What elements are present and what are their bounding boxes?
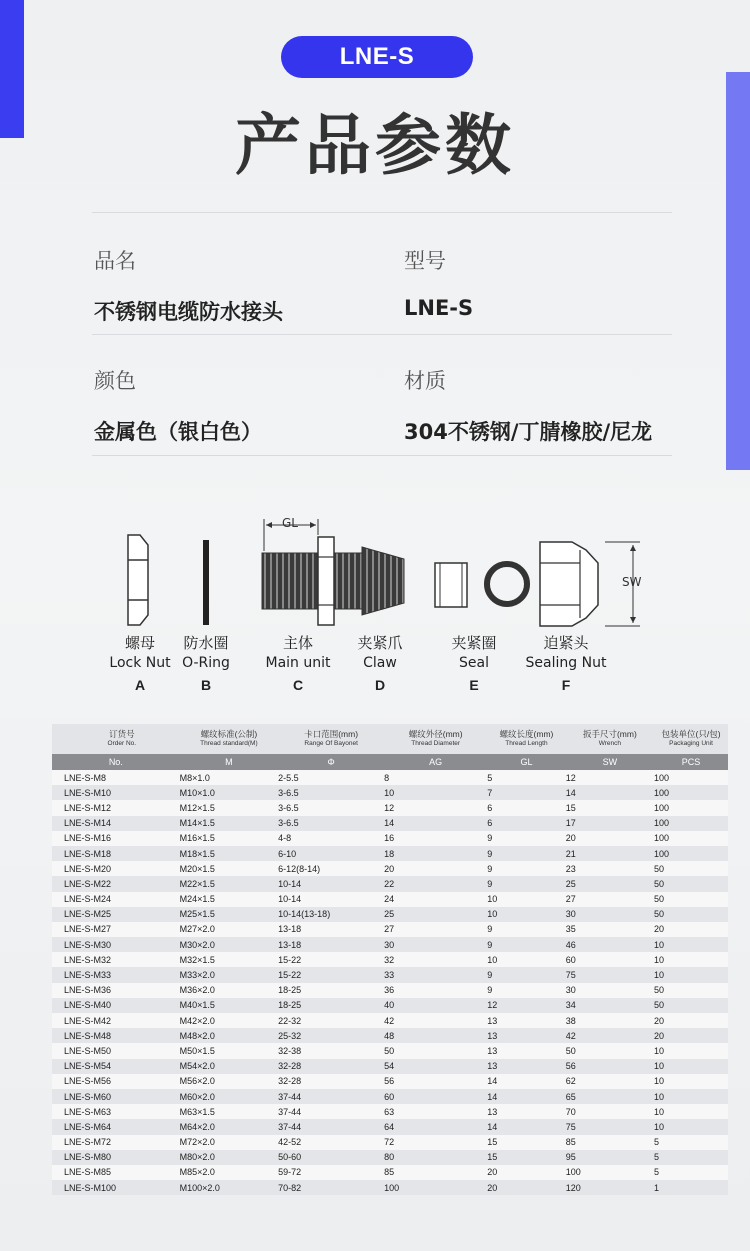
table-cell: 70-82 bbox=[278, 1180, 384, 1195]
table-row bbox=[52, 1043, 728, 1058]
table-cell: 100 bbox=[654, 831, 728, 846]
table-cell: 50-60 bbox=[278, 1150, 384, 1165]
table-cell: 24 bbox=[384, 892, 487, 907]
table-cell: M50×1.5 bbox=[180, 1043, 279, 1058]
table-cell: 9 bbox=[487, 876, 566, 891]
table-cell: 5 bbox=[654, 1165, 728, 1180]
table-cell: 22 bbox=[384, 876, 487, 891]
table-row bbox=[52, 800, 728, 815]
table-cell: 50 bbox=[566, 1043, 654, 1058]
table-cell: LNE-S-M63 bbox=[52, 1104, 180, 1119]
table-cell: 4-8 bbox=[278, 831, 384, 846]
table-cell: 120 bbox=[566, 1180, 654, 1195]
table-cell: 5 bbox=[654, 1150, 728, 1165]
table-cell: 33 bbox=[384, 967, 487, 982]
table-cell: 13-18 bbox=[278, 922, 384, 937]
table-cell: M32×1.5 bbox=[180, 952, 279, 967]
table-cell: 10 bbox=[654, 1059, 728, 1074]
table-cell: 27 bbox=[566, 892, 654, 907]
table-cell: M22×1.5 bbox=[180, 876, 279, 891]
part-label-a: 螺母 Lock Nut A bbox=[109, 634, 171, 693]
table-cell: 70 bbox=[566, 1104, 654, 1119]
table-cell: M16×1.5 bbox=[180, 831, 279, 846]
table-cell: 8 bbox=[384, 770, 487, 785]
table-cell: 50 bbox=[654, 861, 728, 876]
table-cell: 10 bbox=[487, 907, 566, 922]
divider bbox=[92, 455, 672, 456]
table-row bbox=[52, 998, 728, 1013]
table-cell: LNE-S-M100 bbox=[52, 1180, 180, 1195]
table-cell: M8×1.0 bbox=[180, 770, 279, 785]
table-cell: 40 bbox=[384, 998, 487, 1013]
table-row bbox=[52, 1165, 728, 1180]
table-cell: 13 bbox=[487, 1013, 566, 1028]
table-cell: LNE-S-M42 bbox=[52, 1013, 180, 1028]
column-code: AG bbox=[384, 754, 487, 770]
table-row bbox=[52, 907, 728, 922]
table-cell: 85 bbox=[566, 1135, 654, 1150]
table-cell: 10 bbox=[654, 1104, 728, 1119]
table-cell: 6-10 bbox=[278, 846, 384, 861]
table-cell: 20 bbox=[566, 831, 654, 846]
table-cell: 9 bbox=[487, 861, 566, 876]
table-cell: 50 bbox=[384, 1043, 487, 1058]
table-cell: 10 bbox=[654, 967, 728, 982]
table-cell: 15 bbox=[487, 1135, 566, 1150]
table-cell: M14×1.5 bbox=[180, 816, 279, 831]
table-cell: 46 bbox=[566, 937, 654, 952]
table-cell: 12 bbox=[566, 770, 654, 785]
table-cell: 42-52 bbox=[278, 1135, 384, 1150]
table-cell: 13 bbox=[487, 1028, 566, 1043]
material-value: 304不锈钢/丁腈橡胶/尼龙 bbox=[404, 420, 653, 444]
table-cell: 2-5.5 bbox=[278, 770, 384, 785]
table-row bbox=[52, 1028, 728, 1043]
table-cell: 37-44 bbox=[278, 1089, 384, 1104]
column-header: 卡口范围(mm) Range Of Bayonet bbox=[278, 724, 384, 754]
table-cell: 25 bbox=[384, 907, 487, 922]
table-row bbox=[52, 816, 728, 831]
table-cell: 65 bbox=[566, 1089, 654, 1104]
table-cell: 10 bbox=[654, 952, 728, 967]
table-cell: 32 bbox=[384, 952, 487, 967]
table-cell: 3-6.5 bbox=[278, 816, 384, 831]
table-cell: 10 bbox=[654, 1089, 728, 1104]
table-cell: LNE-S-M54 bbox=[52, 1059, 180, 1074]
table-cell: 10-14(13-18) bbox=[278, 907, 384, 922]
table-cell: 10 bbox=[654, 1074, 728, 1089]
table-cell: M30×2.0 bbox=[180, 937, 279, 952]
table-cell: 59-72 bbox=[278, 1165, 384, 1180]
table-cell: 16 bbox=[384, 831, 487, 846]
column-header: 包装单位(只/包) Packaging Unit bbox=[654, 724, 728, 754]
table-cell: 9 bbox=[487, 831, 566, 846]
table-cell: 9 bbox=[487, 937, 566, 952]
table-cell: 12 bbox=[487, 998, 566, 1013]
part-label-e: 夹紧圈 Seal E bbox=[451, 634, 497, 693]
table-cell: 15 bbox=[566, 800, 654, 815]
table-row bbox=[52, 831, 728, 846]
gl-dimension-label: GL bbox=[282, 516, 298, 530]
table-cell: 42 bbox=[384, 1013, 487, 1028]
table-cell: LNE-S-M32 bbox=[52, 952, 180, 967]
table-cell: 100 bbox=[654, 846, 728, 861]
part-label-d: 夹紧爪 Claw D bbox=[357, 634, 403, 693]
table-cell: 6 bbox=[487, 800, 566, 815]
table-cell: 20 bbox=[654, 1013, 728, 1028]
table-cell: 21 bbox=[566, 846, 654, 861]
table-cell: M54×2.0 bbox=[180, 1059, 279, 1074]
column-code: GL bbox=[487, 754, 566, 770]
table-cell: 15-22 bbox=[278, 967, 384, 982]
table-cell: 80 bbox=[384, 1150, 487, 1165]
table-cell: LNE-S-M50 bbox=[52, 1043, 180, 1058]
table-row bbox=[52, 952, 728, 967]
table-cell: 14 bbox=[384, 816, 487, 831]
table-cell: 15 bbox=[487, 1150, 566, 1165]
table-cell: LNE-S-M8 bbox=[52, 770, 180, 785]
table-cell: LNE-S-M12 bbox=[52, 800, 180, 815]
table-cell: 30 bbox=[566, 983, 654, 998]
table-cell: 85 bbox=[384, 1165, 487, 1180]
table-cell: 100 bbox=[384, 1180, 487, 1195]
page-title: 产品参数 bbox=[235, 107, 515, 184]
table-cell: 50 bbox=[654, 892, 728, 907]
table-cell: M40×1.5 bbox=[180, 998, 279, 1013]
table-cell: 14 bbox=[566, 785, 654, 800]
table-cell: LNE-S-M80 bbox=[52, 1150, 180, 1165]
table-cell: LNE-S-M22 bbox=[52, 876, 180, 891]
table-cell: 37-44 bbox=[278, 1119, 384, 1134]
table-cell: 100 bbox=[654, 816, 728, 831]
table-cell: M100×2.0 bbox=[180, 1180, 279, 1195]
table-cell: 10-14 bbox=[278, 892, 384, 907]
table-cell: 35 bbox=[566, 922, 654, 937]
table-cell: 100 bbox=[566, 1165, 654, 1180]
table-cell: 5 bbox=[487, 770, 566, 785]
table-cell: 10 bbox=[654, 1043, 728, 1058]
table-cell: 48 bbox=[384, 1028, 487, 1043]
table-cell: LNE-S-M30 bbox=[52, 937, 180, 952]
table-cell: 25-32 bbox=[278, 1028, 384, 1043]
table-cell: 18-25 bbox=[278, 998, 384, 1013]
table-cell: M18×1.5 bbox=[180, 846, 279, 861]
table-cell: M36×2.0 bbox=[180, 983, 279, 998]
table-cell: 42 bbox=[566, 1028, 654, 1043]
table-cell: 100 bbox=[654, 785, 728, 800]
table-cell: 60 bbox=[384, 1089, 487, 1104]
table-row bbox=[52, 1119, 728, 1134]
table-cell: M20×1.5 bbox=[180, 861, 279, 876]
table-cell: 63 bbox=[384, 1104, 487, 1119]
main-unit-part bbox=[262, 519, 404, 625]
table-cell: M42×2.0 bbox=[180, 1013, 279, 1028]
table-cell: M12×1.5 bbox=[180, 800, 279, 815]
material-label: 材质 bbox=[404, 369, 446, 393]
table-cell: LNE-S-M16 bbox=[52, 831, 180, 846]
table-cell: 22-32 bbox=[278, 1013, 384, 1028]
table-cell: LNE-S-M48 bbox=[52, 1028, 180, 1043]
table-row bbox=[52, 1013, 728, 1028]
table-cell: 64 bbox=[384, 1119, 487, 1134]
table-cell: 50 bbox=[654, 998, 728, 1013]
table-cell: 54 bbox=[384, 1059, 487, 1074]
table-cell: 30 bbox=[384, 937, 487, 952]
table-row bbox=[52, 1059, 728, 1074]
table-cell: 32-38 bbox=[278, 1043, 384, 1058]
o-ring-part bbox=[203, 540, 209, 625]
table-cell: M56×2.0 bbox=[180, 1074, 279, 1089]
table-cell: LNE-S-M40 bbox=[52, 998, 180, 1013]
table-row bbox=[52, 785, 728, 800]
table-cell: LNE-S-M56 bbox=[52, 1074, 180, 1089]
table-cell: 13 bbox=[487, 1059, 566, 1074]
name-label: 品名 bbox=[94, 249, 136, 273]
table-cell: 50 bbox=[654, 907, 728, 922]
table-cell: 36 bbox=[384, 983, 487, 998]
table-cell: 62 bbox=[566, 1074, 654, 1089]
table-cell: M60×2.0 bbox=[180, 1089, 279, 1104]
table-cell: 10 bbox=[654, 1119, 728, 1134]
table-cell: 9 bbox=[487, 922, 566, 937]
table-cell: LNE-S-M10 bbox=[52, 785, 180, 800]
table-cell: LNE-S-M64 bbox=[52, 1119, 180, 1134]
table-cell: 72 bbox=[384, 1135, 487, 1150]
table-row bbox=[52, 983, 728, 998]
table-row bbox=[52, 967, 728, 982]
table-cell: 32-28 bbox=[278, 1074, 384, 1089]
color-label: 颜色 bbox=[94, 369, 136, 393]
table-cell: 20 bbox=[487, 1180, 566, 1195]
table-cell: 75 bbox=[566, 967, 654, 982]
table-cell: 7 bbox=[487, 785, 566, 800]
column-header: 螺纹长度(mm) Thread Length bbox=[487, 724, 566, 754]
table-cell: 95 bbox=[566, 1150, 654, 1165]
table-row bbox=[52, 1150, 728, 1165]
divider bbox=[92, 212, 672, 213]
table-cell: LNE-S-M36 bbox=[52, 983, 180, 998]
table-cell: 9 bbox=[487, 983, 566, 998]
table-cell: 34 bbox=[566, 998, 654, 1013]
table-cell: 15-22 bbox=[278, 952, 384, 967]
table-cell: M48×2.0 bbox=[180, 1028, 279, 1043]
table-cell: 75 bbox=[566, 1119, 654, 1134]
table-cell: LNE-S-M72 bbox=[52, 1135, 180, 1150]
table-cell: LNE-S-M85 bbox=[52, 1165, 180, 1180]
table-cell: 14 bbox=[487, 1119, 566, 1134]
table-cell: M64×2.0 bbox=[180, 1119, 279, 1134]
table-cell: 56 bbox=[566, 1059, 654, 1074]
table-cell: 18 bbox=[384, 846, 487, 861]
part-label-f: 迫紧头 Sealing Nut F bbox=[525, 634, 607, 693]
table-cell: 20 bbox=[384, 861, 487, 876]
table-cell: 10-14 bbox=[278, 876, 384, 891]
model-value: LNE-S bbox=[404, 296, 474, 320]
table-cell: M24×1.5 bbox=[180, 892, 279, 907]
color-value: 金属色（银白色） bbox=[94, 420, 262, 444]
table-cell: LNE-S-M60 bbox=[52, 1089, 180, 1104]
table-cell: 14 bbox=[487, 1089, 566, 1104]
model-label: 型号 bbox=[404, 249, 446, 273]
table-row bbox=[52, 892, 728, 907]
table-cell: 9 bbox=[487, 967, 566, 982]
table-cell: 13-18 bbox=[278, 937, 384, 952]
table-cell: 1 bbox=[654, 1180, 728, 1195]
lock-nut-part bbox=[128, 535, 148, 625]
table-cell: 56 bbox=[384, 1074, 487, 1089]
table-cell: 32-28 bbox=[278, 1059, 384, 1074]
table-cell: 6 bbox=[487, 816, 566, 831]
table-cell: 25 bbox=[566, 876, 654, 891]
table-cell: M85×2.0 bbox=[180, 1165, 279, 1180]
table-cell: 13 bbox=[487, 1104, 566, 1119]
table-cell: LNE-S-M14 bbox=[52, 816, 180, 831]
table-row bbox=[52, 861, 728, 876]
table-header-row bbox=[52, 724, 728, 754]
table-cell: 20 bbox=[487, 1165, 566, 1180]
divider bbox=[92, 334, 672, 335]
seal-ring-part bbox=[487, 564, 527, 604]
table-row bbox=[52, 1074, 728, 1089]
table-cell: 20 bbox=[654, 1028, 728, 1043]
table-cell: M25×1.5 bbox=[180, 907, 279, 922]
table-cell: M80×2.0 bbox=[180, 1150, 279, 1165]
table-row bbox=[52, 876, 728, 891]
column-header: 订货号 Order No. bbox=[52, 724, 180, 754]
table-cell: 60 bbox=[566, 952, 654, 967]
table-cell: 3-6.5 bbox=[278, 785, 384, 800]
spec-table bbox=[52, 724, 728, 1195]
column-code: Φ bbox=[278, 754, 384, 770]
model-badge: LNE-S bbox=[281, 36, 473, 78]
column-header: 螺纹标准(公制) Thread standard(M) bbox=[180, 724, 279, 754]
table-cell: 13 bbox=[487, 1043, 566, 1058]
column-code: No. bbox=[52, 754, 180, 770]
table-cell: 3-6.5 bbox=[278, 800, 384, 815]
table-row bbox=[52, 770, 728, 785]
table-row bbox=[52, 937, 728, 952]
table-cell: 14 bbox=[487, 1074, 566, 1089]
table-row bbox=[52, 846, 728, 861]
table-cell: 12 bbox=[384, 800, 487, 815]
table-cell: 10 bbox=[654, 937, 728, 952]
table-cell: 17 bbox=[566, 816, 654, 831]
column-header: 螺纹外径(mm) Thread Diameter bbox=[384, 724, 487, 754]
part-label-c: 主体 Main unit C bbox=[265, 634, 331, 693]
table-cell: M27×2.0 bbox=[180, 922, 279, 937]
table-row bbox=[52, 1135, 728, 1150]
table-cell: 23 bbox=[566, 861, 654, 876]
column-header: 扳手尺寸(mm) Wrench bbox=[566, 724, 654, 754]
sw-dimension-label: SW bbox=[622, 575, 642, 589]
table-cell: 27 bbox=[384, 922, 487, 937]
table-cell: 18-25 bbox=[278, 983, 384, 998]
table-row bbox=[52, 1089, 728, 1104]
table-cell: 5 bbox=[654, 1135, 728, 1150]
table-cell: M63×1.5 bbox=[180, 1104, 279, 1119]
table-cell: 10 bbox=[487, 892, 566, 907]
table-cell: M10×1.0 bbox=[180, 785, 279, 800]
table-cell: 9 bbox=[487, 846, 566, 861]
table-cell: LNE-S-M33 bbox=[52, 967, 180, 982]
table-cell: 37-44 bbox=[278, 1104, 384, 1119]
table-body bbox=[52, 770, 728, 1195]
table-cell: 10 bbox=[487, 952, 566, 967]
column-code: SW bbox=[566, 754, 654, 770]
column-code: PCS bbox=[654, 754, 728, 770]
part-label-b: 防水圈 O-Ring B bbox=[182, 634, 230, 693]
table-cell: LNE-S-M27 bbox=[52, 922, 180, 937]
table-row bbox=[52, 922, 728, 937]
table-cell: 30 bbox=[566, 907, 654, 922]
table-cell: 50 bbox=[654, 876, 728, 891]
table-cell: 50 bbox=[654, 983, 728, 998]
table-row bbox=[52, 1180, 728, 1195]
table-cell: 20 bbox=[654, 922, 728, 937]
table-cell: LNE-S-M25 bbox=[52, 907, 180, 922]
table-cell: LNE-S-M18 bbox=[52, 846, 180, 861]
table-code-row bbox=[52, 754, 728, 770]
table-row bbox=[52, 1104, 728, 1119]
column-code: M bbox=[180, 754, 279, 770]
table-cell: M72×2.0 bbox=[180, 1135, 279, 1150]
table-cell: LNE-S-M20 bbox=[52, 861, 180, 876]
table-cell: 100 bbox=[654, 800, 728, 815]
table-cell: M33×2.0 bbox=[180, 967, 279, 982]
table-cell: 38 bbox=[566, 1013, 654, 1028]
table-cell: 100 bbox=[654, 770, 728, 785]
table-cell: 10 bbox=[384, 785, 487, 800]
table-cell: LNE-S-M24 bbox=[52, 892, 180, 907]
name-value: 不锈钢电缆防水接头 bbox=[94, 300, 283, 324]
table-cell: 6-12(8-14) bbox=[278, 861, 384, 876]
